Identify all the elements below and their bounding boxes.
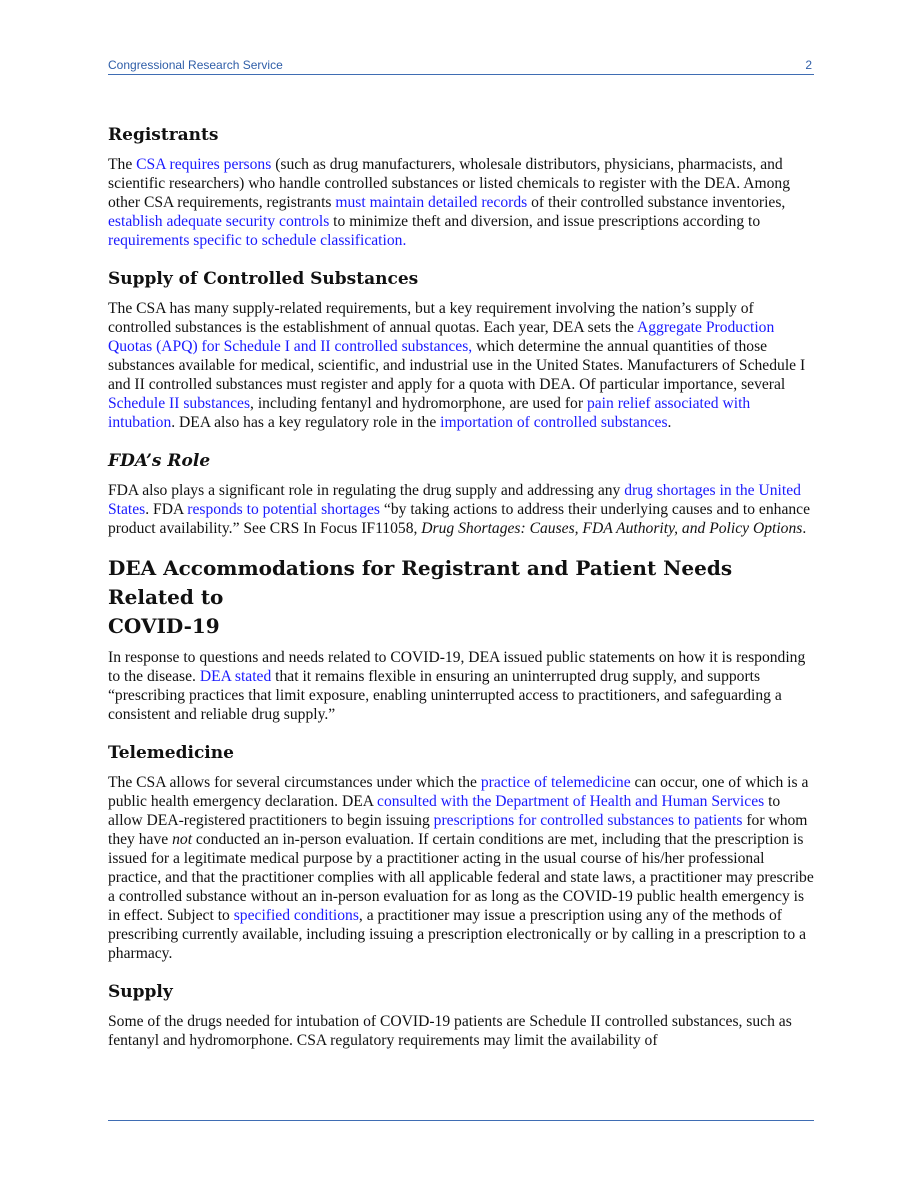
link-pain-relief-intubation[interactable]: pain relief associated with intubation (108, 395, 751, 431)
link-dea-stated[interactable]: DEA stated (199, 668, 272, 685)
heading-line: COVID-19 (108, 614, 220, 638)
text-run: , including fentanyl and hydromorphone, are used for (250, 395, 587, 412)
link-schedule-classification[interactable]: requirements specific to schedule classification. (108, 232, 407, 249)
emphasis-not: not (172, 831, 193, 848)
supply-heading: Supply (108, 982, 173, 1002)
link-responds-shortages[interactable]: responds to potential shortages (187, 501, 381, 518)
link-schedule-ii-substances[interactable]: Schedule II substances (108, 395, 251, 412)
link-apq[interactable]: Aggregate Production Quotas (APQ) for Schedule I and II controlled substances, (108, 319, 775, 355)
fda-heading: FDA’s Role (108, 451, 211, 471)
text-run: The (108, 156, 137, 173)
supply-paragraph (108, 1012, 818, 1050)
text-run: . (802, 520, 807, 537)
link-security-controls[interactable]: establish adequate security controls (108, 213, 330, 230)
header-org: Congressional Research Service (108, 58, 283, 72)
link-prescriptions-patients[interactable]: prescriptions for controlled substances to patients (433, 812, 743, 829)
text-run: can occur, one of which is a public health emergency declaration. DEA (108, 774, 809, 810)
text-run: to minimize theft and diversion, and issue prescriptions according to (329, 213, 761, 230)
text-run: The CSA has many supply-related requirements, but a key requirement involving the nation’s supply of controlled substances is the establishment of annual quotas. Each year, DEA sets the (108, 300, 754, 336)
link-importation[interactable]: importation of controlled substances (440, 414, 668, 431)
text-run: . DEA also has a key regulatory role in the (171, 414, 441, 431)
link-drug-shortages-us[interactable]: drug shortages in the United States (108, 482, 801, 518)
dea-paragraph (108, 648, 818, 724)
telemedicine-heading: Telemedicine (108, 743, 234, 763)
text-run: Some of the drugs needed for intubation of COVID-19 patients are Schedule II controlled substances, such as fentanyl and hydromorphone. CSA regulatory requirements may limit the availability of (108, 1013, 792, 1049)
heading-line: DEA Accommodations for Registrant and Patient Needs Related to (108, 556, 733, 609)
text-run: for whom they have (108, 812, 808, 848)
registrants-paragraph (108, 155, 818, 250)
text-run: FDA also plays a significant role in regulating the drug supply and addressing any (108, 482, 625, 499)
link-csa-requires-persons[interactable]: CSA requires persons (136, 156, 272, 173)
text-run: The CSA allows for several circumstances under which the (108, 774, 481, 791)
telemedicine-paragraph (108, 773, 818, 963)
text-run: to allow DEA-registered practitioners to begin issuing (108, 793, 781, 829)
text-run: of their controlled substance inventories, (527, 194, 786, 211)
page-number: 2 (805, 58, 812, 72)
supply-cs-heading: Supply of Controlled Substances (108, 269, 419, 289)
text-run: In response to questions and needs related to COVID-19, DEA issued public statements on how it is responding to the disease. (108, 649, 806, 685)
text-run: which determine the annual quantities of those substances available for medical, scientific, and industrial use in the United States. Manufacturers of Schedule I and II controlled substances must register and apply for a quota with DEA. Of particular importance, several (108, 338, 806, 393)
fda-paragraph (108, 481, 818, 538)
link-consulted-hhs[interactable]: consulted with the Department of Health and Human Services (377, 793, 765, 810)
text-run: “by taking actions to address their underlying causes and to enhance product availability.” See CRS In Focus IF11058, (108, 501, 811, 537)
report-title: Drug Shortages: Causes, FDA Authority, and Policy Options (421, 520, 803, 537)
link-detailed-records[interactable]: must maintain detailed records (335, 194, 528, 211)
text-run: , a practitioner may issue a prescription using any of the methods of prescribing currently available, including issuing a prescription electronically or by calling in a prescription to a pharmacy. (108, 907, 807, 962)
link-practice-telemedicine[interactable]: practice of telemedicine (480, 774, 631, 791)
text-run: that it remains flexible in ensuring an uninterrupted drug supply, and supports “prescribing practices that limit exposure, enabling uninterrupted access to practitioners, and safeguarding a consistent and reliable drug supply.” (108, 668, 782, 723)
text-run: (such as drug manufacturers, wholesale distributors, physicians, pharmacists, and scientific researchers) who handle controlled substances or listed chemicals to register with the DEA. Among other CSA requirements, registrants (108, 156, 791, 211)
footer-rule (108, 1120, 814, 1121)
text-run: conducted an in-person evaluation. If certain conditions are met, including that the prescription is issued for a legitimate medical purpose by a practitioner acting in the usual course of his/her professional practice, and that the practitioner complies with all applicable federal and state laws, a practitioner may prescribe a controlled substance without an in-person evaluation for as long as the COVID-19 public health emergency is in effect. Subject to (108, 831, 814, 924)
page-header (108, 57, 814, 75)
text-run: . FDA (145, 501, 188, 518)
text-run: . (667, 414, 672, 431)
supply-cs-paragraph (108, 299, 818, 432)
document-body (108, 124, 818, 1050)
dea-heading (108, 554, 818, 641)
registrants-heading: Registrants (108, 125, 219, 145)
link-specified-conditions[interactable]: specified conditions (233, 907, 359, 924)
